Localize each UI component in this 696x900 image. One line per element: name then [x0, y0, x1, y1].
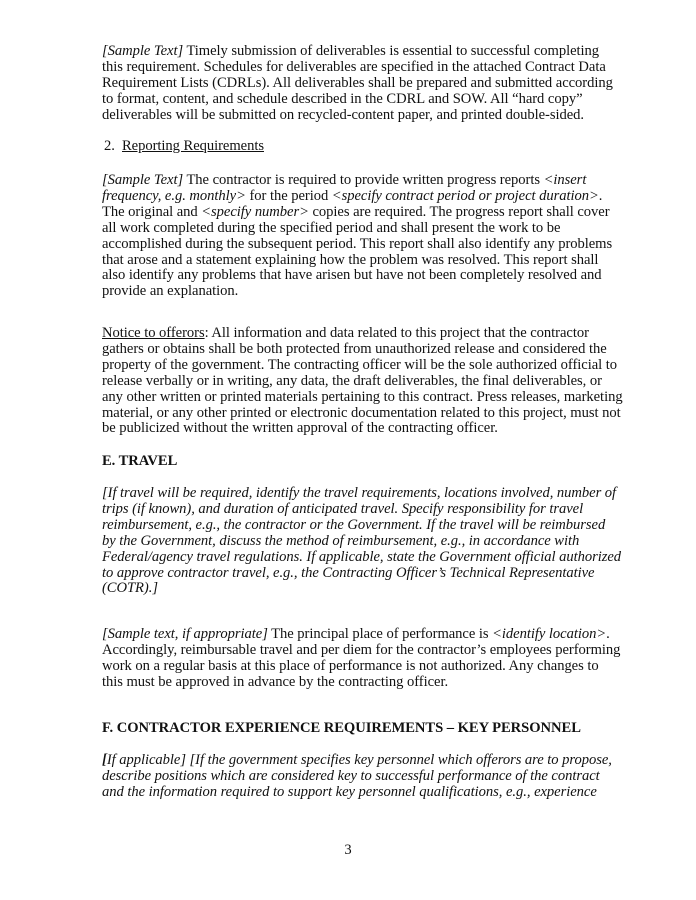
travel-sample-paragraph: [Sample text, if appropriate] The principal place of performance is <identify location>. Accordingly, reimbursable travel and per diem for the contractor’s employees performing work on a regular basis at this place of performance is not authorized. Any changes to this must be approved in advance by the contracting officer.	[102, 626, 621, 690]
sample-text-label: [Sample Text]	[102, 43, 184, 59]
travel-instructions: [If travel will be required, identify the travel requirements, locations involved, number of trips (if known), and duration of anticipated travel. Specify responsibility for travel reimbursement, e.g., the contractor or the Government. If the travel will be reimbursed by the Government, discuss the method of reimbursement, e.g., in accordance with Federal/agency travel regulations. If applicable, state the Government official authorized to approve contractor travel, e.g., the Contracting Officer’s Technical Representative (COTR).]	[102, 485, 622, 597]
reporting-requirements-heading	[102, 139, 602, 155]
section-title: Reporting Requirements	[122, 138, 264, 154]
reporting-paragraph: [Sample Text] The contractor is required to provide written progress reports <insert frequency, e.g. monthly> for the period <specify contract period or project duration>. The original and <specify number> copies are required. The progress report shall cover all work completed during the specified period and shall present the work to be accomplished during the subsequent period. This report shall also identify any problems that arose and a statement explaining how the problem was resolved. This report shall also identify any problems that have arisen but have not been completely resolved and provide an explanation.	[102, 172, 613, 300]
page-number: 3	[344, 842, 352, 858]
sample-text-label: [Sample Text]	[102, 172, 184, 188]
deliverables-paragraph: [Sample Text] Timely submission of deliverables is essential to successful completing this requirement. Schedules for deliverables are specified in the attached Contract Data Requirement Lists (CDRLs). All deliverables shall be prepared and submitted according to format, content, and schedule described in the CDRL and SOW. All “hard copy” deliverables will be submitted on recycled-content paper, and printed double-sided.	[102, 43, 613, 123]
travel-heading: E. TRAVEL	[102, 453, 178, 469]
sample-text-label: [Sample text, if appropriate]	[102, 626, 268, 642]
key-personnel-instructions: [If applicable] [If the government specifies key personnel which offerors are to propose, describe positions which are considered key to successful performance of the contract and the information required to support key personnel qualifications, e.g., experience	[102, 752, 612, 800]
notice-to-offerors-paragraph: Notice to offerors: All information and data related to this project that the contractor gathers or obtains shall be both protected from unauthorized release and considered the property of the government. The contracting officer will be the sole authorized official to release verbally or in writing, any data, the draft deliverables, the final deliverables, or any other written or printed materials pertaining to this contract. Press releases, marketing material, or any other printed or electronic documentation related to this project, must not be publicized without the written approval of the contracting officer.	[102, 325, 623, 437]
list-number: 2.	[104, 138, 115, 154]
key-personnel-heading: F. CONTRACTOR EXPERIENCE REQUIREMENTS – KEY PERSONNEL	[102, 720, 581, 736]
notice-label: Notice to offerors	[102, 325, 205, 341]
